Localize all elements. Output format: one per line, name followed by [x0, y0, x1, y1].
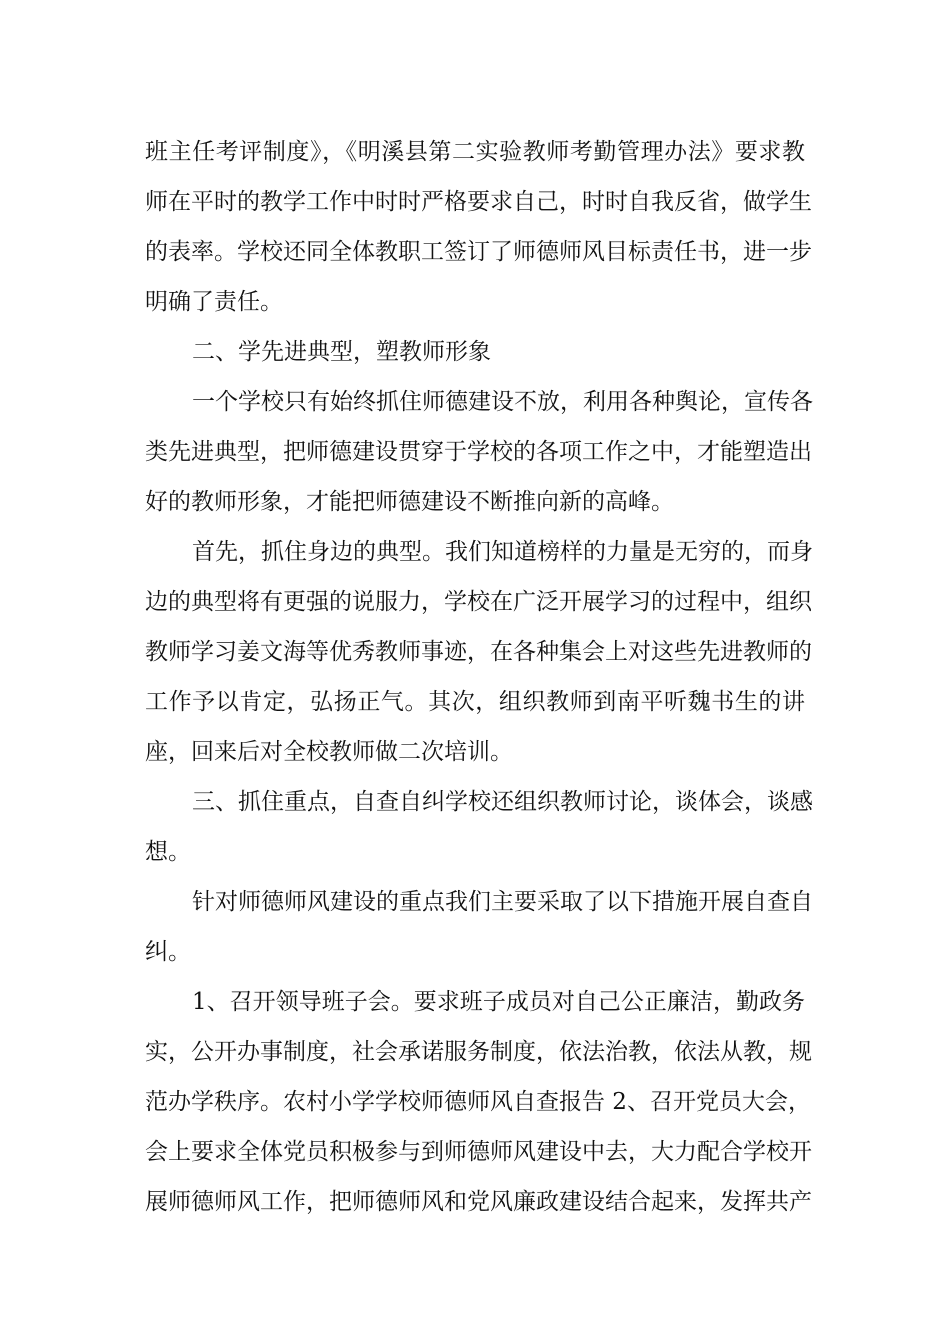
- text-line: 首先，抓住身边的典型。我们知道榜样的力量是无穷的，而身: [192, 539, 813, 565]
- text-line: 展师德师风工作，把师德师风和党风廉政建设结合起来，发挥共产: [145, 1189, 812, 1215]
- text-line: 明确了责任。: [145, 289, 283, 315]
- text-line: 想。: [145, 839, 191, 865]
- text-line: 工作予以肯定，弘扬正气。其次，组织教师到南平听魏书生的讲: [145, 689, 805, 715]
- text-line: 一个学校只有始终抓住师德建设不放，利用各种舆论，宣传各: [192, 389, 813, 415]
- text-line: 边的典型将有更强的说服力，学校在广泛开展学习的过程中，组织: [145, 589, 812, 615]
- text-line: 的表率。学校还同全体教职工签订了师德师风目标责任书，进一步: [145, 239, 812, 265]
- text-line: 会上要求全体党员积极参与到师德师风建设中去，大力配合学校开: [145, 1139, 812, 1165]
- section-heading: 三、抓住重点，自查自纠学校还组织教师讨论，谈体会，谈感: [192, 789, 813, 815]
- text-line: 教师学习姜文海等优秀教师事迹，在各种集会上对这些先进教师的: [145, 639, 812, 665]
- text-line: 座，回来后对全校教师做二次培训。: [145, 739, 513, 765]
- text-line: 实，公开办事制度，社会承诺服务制度，依法治教，依法从教，规: [145, 1039, 812, 1065]
- text-line: 类先进典型，把师德建设贯穿于学校的各项工作之中，才能塑造出: [145, 439, 812, 465]
- text-line: 1、召开领导班子会。要求班子成员对自己公正廉洁，勤政务: [192, 989, 805, 1015]
- text-line: 师在平时的教学工作中时时严格要求自己，时时自我反省，做学生: [145, 189, 812, 215]
- text-line: 纠。: [145, 939, 191, 965]
- section-heading: 二、学先进典型，塑教师形象: [192, 339, 491, 365]
- text-line: 范办学秩序。农村小学学校师德师风自查报告 2、召开党员大会，: [145, 1089, 811, 1115]
- text-line: 班主任考评制度》，《明溪县第二实验教师考勤管理办法》要求教: [145, 139, 805, 165]
- text-line: 针对师德师风建设的重点我们主要采取了以下措施开展自查自: [192, 889, 813, 915]
- text-line: 好的教师形象，才能把师德建设不断推向新的高峰。: [145, 489, 674, 515]
